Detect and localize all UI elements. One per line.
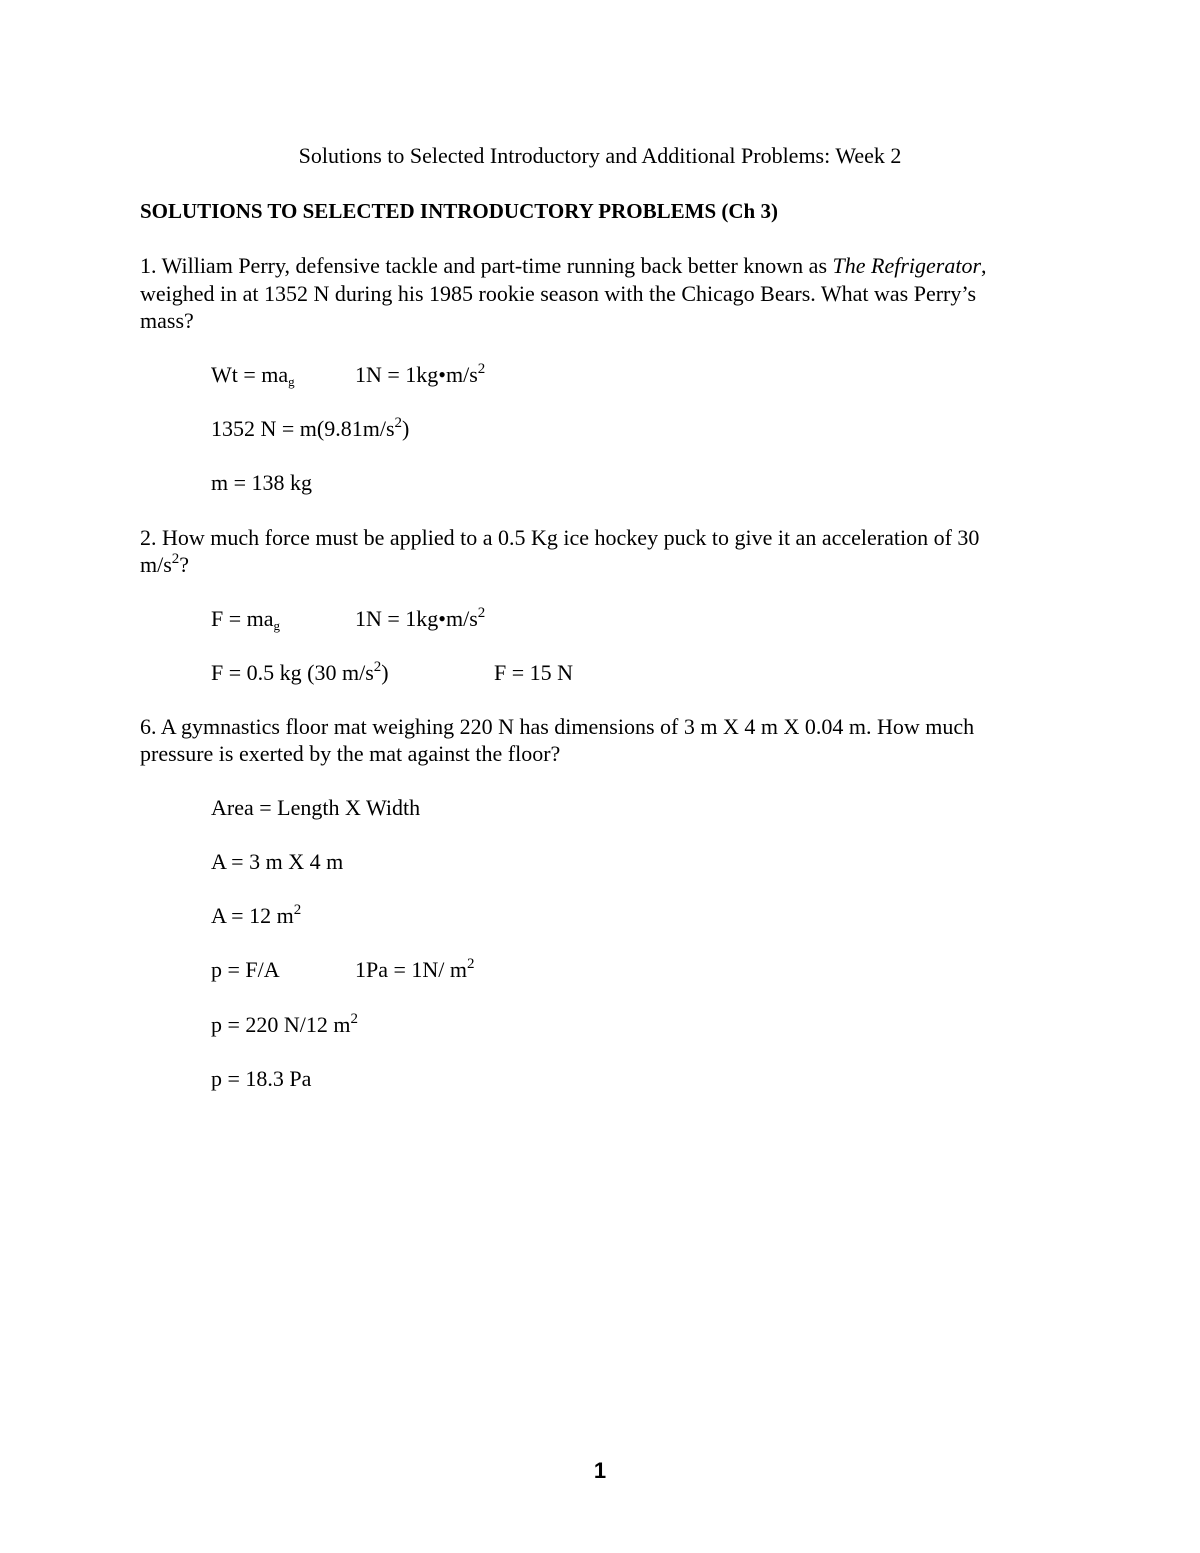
problem-1-line-2: weighed in at 1352 N during his 1985 rookie season with the Chicago Bears. What was Perry’s: [140, 281, 977, 306]
problem-1-nickname: The Refrigerator: [832, 253, 982, 278]
equation-base: Wt = ma: [211, 362, 289, 387]
problem-1-equation-substitution: [211, 416, 409, 442]
equation-base: 1352 N = m(9.81m/s: [211, 416, 395, 441]
superscript: 2: [394, 415, 403, 431]
problem-2-line-1: 2. How much force must be applied to a 0.5 Kg ice hockey puck to give it an acceleration of 30: [140, 525, 980, 550]
equation-base: F = 0.5 kg (30 m/s: [211, 660, 374, 685]
problem-6-equation-pascal: [355, 957, 475, 983]
problem-6-answer: p = 18.3 Pa: [211, 1066, 312, 1091]
problem-6-equation-pressure: p = F/A: [211, 957, 280, 982]
question-mark: ?: [179, 552, 190, 577]
subscript: g: [273, 618, 281, 633]
problem-6-equation-area: Area = Length X Width: [211, 795, 421, 820]
problem-6-equation-area-result: [211, 903, 301, 929]
problem-6-line-1: 6. A gymnastics floor mat weighing 220 N has dimensions of 3 m X 4 m X 0.04 m. How much: [140, 714, 975, 739]
subscript: g: [288, 374, 295, 389]
superscript: 2: [467, 956, 475, 972]
problem-6-equation-area-values: A = 3 m X 4 m: [211, 849, 344, 874]
problem-1-line-3: mass?: [140, 308, 194, 333]
document-title: Solutions to Selected Introductory and Additional Problems: Week 2: [298, 143, 902, 168]
problem-1-comma: ,: [981, 253, 987, 278]
equation-end: ): [381, 660, 389, 685]
problem-1-line-1-text: 1. William Perry, defensive tackle and part-time running back better known as: [140, 253, 833, 278]
problem-2-equation-force: [211, 606, 280, 632]
problem-2-line-2: [140, 552, 189, 578]
superscript: 2: [293, 902, 302, 918]
equation-base: 1N = 1kg•m/s: [355, 362, 478, 387]
equation-base: 1Pa = 1N/ m: [355, 957, 468, 982]
problem-1-answer: m = 138 kg: [211, 470, 313, 495]
superscript: 2: [350, 1011, 359, 1027]
problem-1-line-1: [140, 253, 987, 279]
section-heading: SOLUTIONS TO SELECTED INTRODUCTORY PROBLEMS (Ch 3): [140, 199, 778, 223]
problem-2-answer: F = 15 N: [494, 660, 574, 685]
problem-6-line-2: pressure is exerted by the mat against the floor?: [140, 741, 561, 766]
problem-1-equation-weight: [211, 362, 295, 388]
equation-base: p = 220 N/12 m: [211, 1012, 351, 1037]
page-number: 1: [593, 1458, 607, 1483]
superscript: 2: [477, 605, 486, 621]
equation-base: F = ma: [211, 606, 274, 631]
problem-1-equation-newton: [355, 362, 485, 388]
equation-base: 1N = 1kg•m/s: [355, 606, 478, 631]
superscript: 2: [373, 659, 382, 675]
problem-2-equation-newton: [355, 606, 485, 632]
problem-2-equation-substitution: [211, 660, 389, 686]
equation-end: ): [402, 416, 410, 441]
superscript: 2: [171, 551, 180, 567]
equation-base: m/s: [140, 552, 172, 577]
problem-6-equation-substitution: [211, 1012, 358, 1038]
equation-base: A = 12 m: [211, 903, 294, 928]
superscript: 2: [477, 361, 486, 377]
